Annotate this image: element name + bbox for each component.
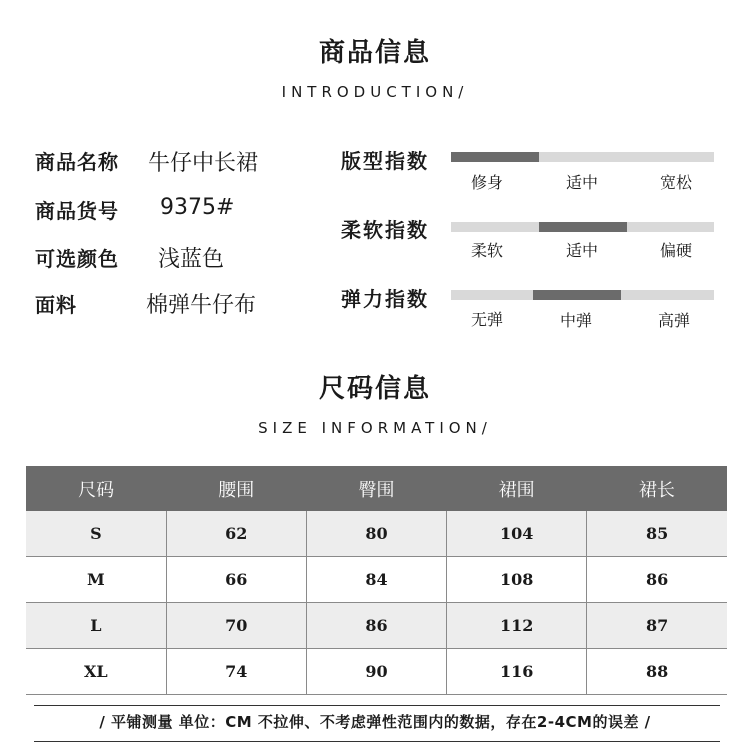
cell-length: 87 [587,603,727,649]
size-table-header-row [26,466,727,511]
cell-size: XL [26,649,166,695]
note-divider-top [34,705,720,706]
cell-hip: 80 [306,511,446,557]
softness-index-label: 柔软指数 [341,218,429,242]
cell-hip: 86 [306,603,446,649]
softness-index-indicator [539,222,627,232]
elasticity-scale-mid: 中弹 [559,311,592,330]
cell-waist: 66 [166,557,306,603]
fit-scale-high: 宽松 [659,173,692,192]
fit-scale-low: 修身 [470,173,503,192]
softness-index-bar [451,222,714,232]
size-table [26,466,727,695]
table-row [26,511,727,557]
table-row [26,557,727,603]
cell-size: S [26,511,166,557]
header-waist: 腰围 [166,466,306,511]
elasticity-index-label: 弹力指数 [341,287,429,311]
page-subtitle: INTRODUCTION/ [281,83,469,101]
cell-length: 88 [587,649,727,695]
elasticity-scale-high: 高弹 [657,311,690,330]
product-name-label: 商品名称 [35,150,119,174]
cell-hip: 84 [306,557,446,603]
cell-waist: 62 [166,511,306,557]
size-section-title: 尺码信息 [318,374,431,404]
elasticity-index-bar [451,290,714,300]
cell-hem: 112 [447,603,587,649]
product-sku-value: 9375# [160,195,235,220]
cell-length: 86 [587,557,727,603]
header-size: 尺码 [26,466,166,511]
product-color-label: 可选颜色 [35,247,119,271]
measurement-note: / 平铺测量 单位：CM 不拉伸、不考虑弹性范围内的数据，存在2-4CM的误差 / [99,713,651,731]
cell-waist: 74 [166,649,306,695]
softness-scale-high: 偏硬 [659,241,692,260]
product-color-value: 浅蓝色 [158,247,225,272]
product-name-value: 牛仔中长裙 [148,151,259,176]
header-hem: 裙围 [447,466,587,511]
fit-scale-mid: 适中 [565,173,598,192]
cell-hem: 104 [447,511,587,557]
note-divider-bottom [34,741,720,742]
table-row [26,649,727,695]
fit-index-bar [451,152,714,162]
product-fabric-value: 棉弹牛仔布 [146,293,257,318]
header-length: 裙长 [587,466,727,511]
cell-waist: 70 [166,603,306,649]
page-title: 商品信息 [318,38,431,68]
cell-size: M [26,557,166,603]
cell-length: 85 [587,511,727,557]
softness-scale-mid: 适中 [565,241,598,260]
table-row [26,603,727,649]
cell-hip: 90 [306,649,446,695]
size-section-subtitle: SIZE INFORMATION/ [258,419,492,437]
header-hip: 臀围 [306,466,446,511]
softness-scale-low: 柔软 [470,241,503,260]
product-fabric-label: 面料 [35,293,77,317]
cell-hem: 116 [447,649,587,695]
fit-index-label: 版型指数 [341,149,429,173]
cell-size: L [26,603,166,649]
elasticity-index-indicator [533,290,621,300]
cell-hem: 108 [447,557,587,603]
fit-index-indicator [451,152,539,162]
elasticity-scale-low: 无弹 [470,310,503,329]
product-sku-label: 商品货号 [35,199,119,223]
